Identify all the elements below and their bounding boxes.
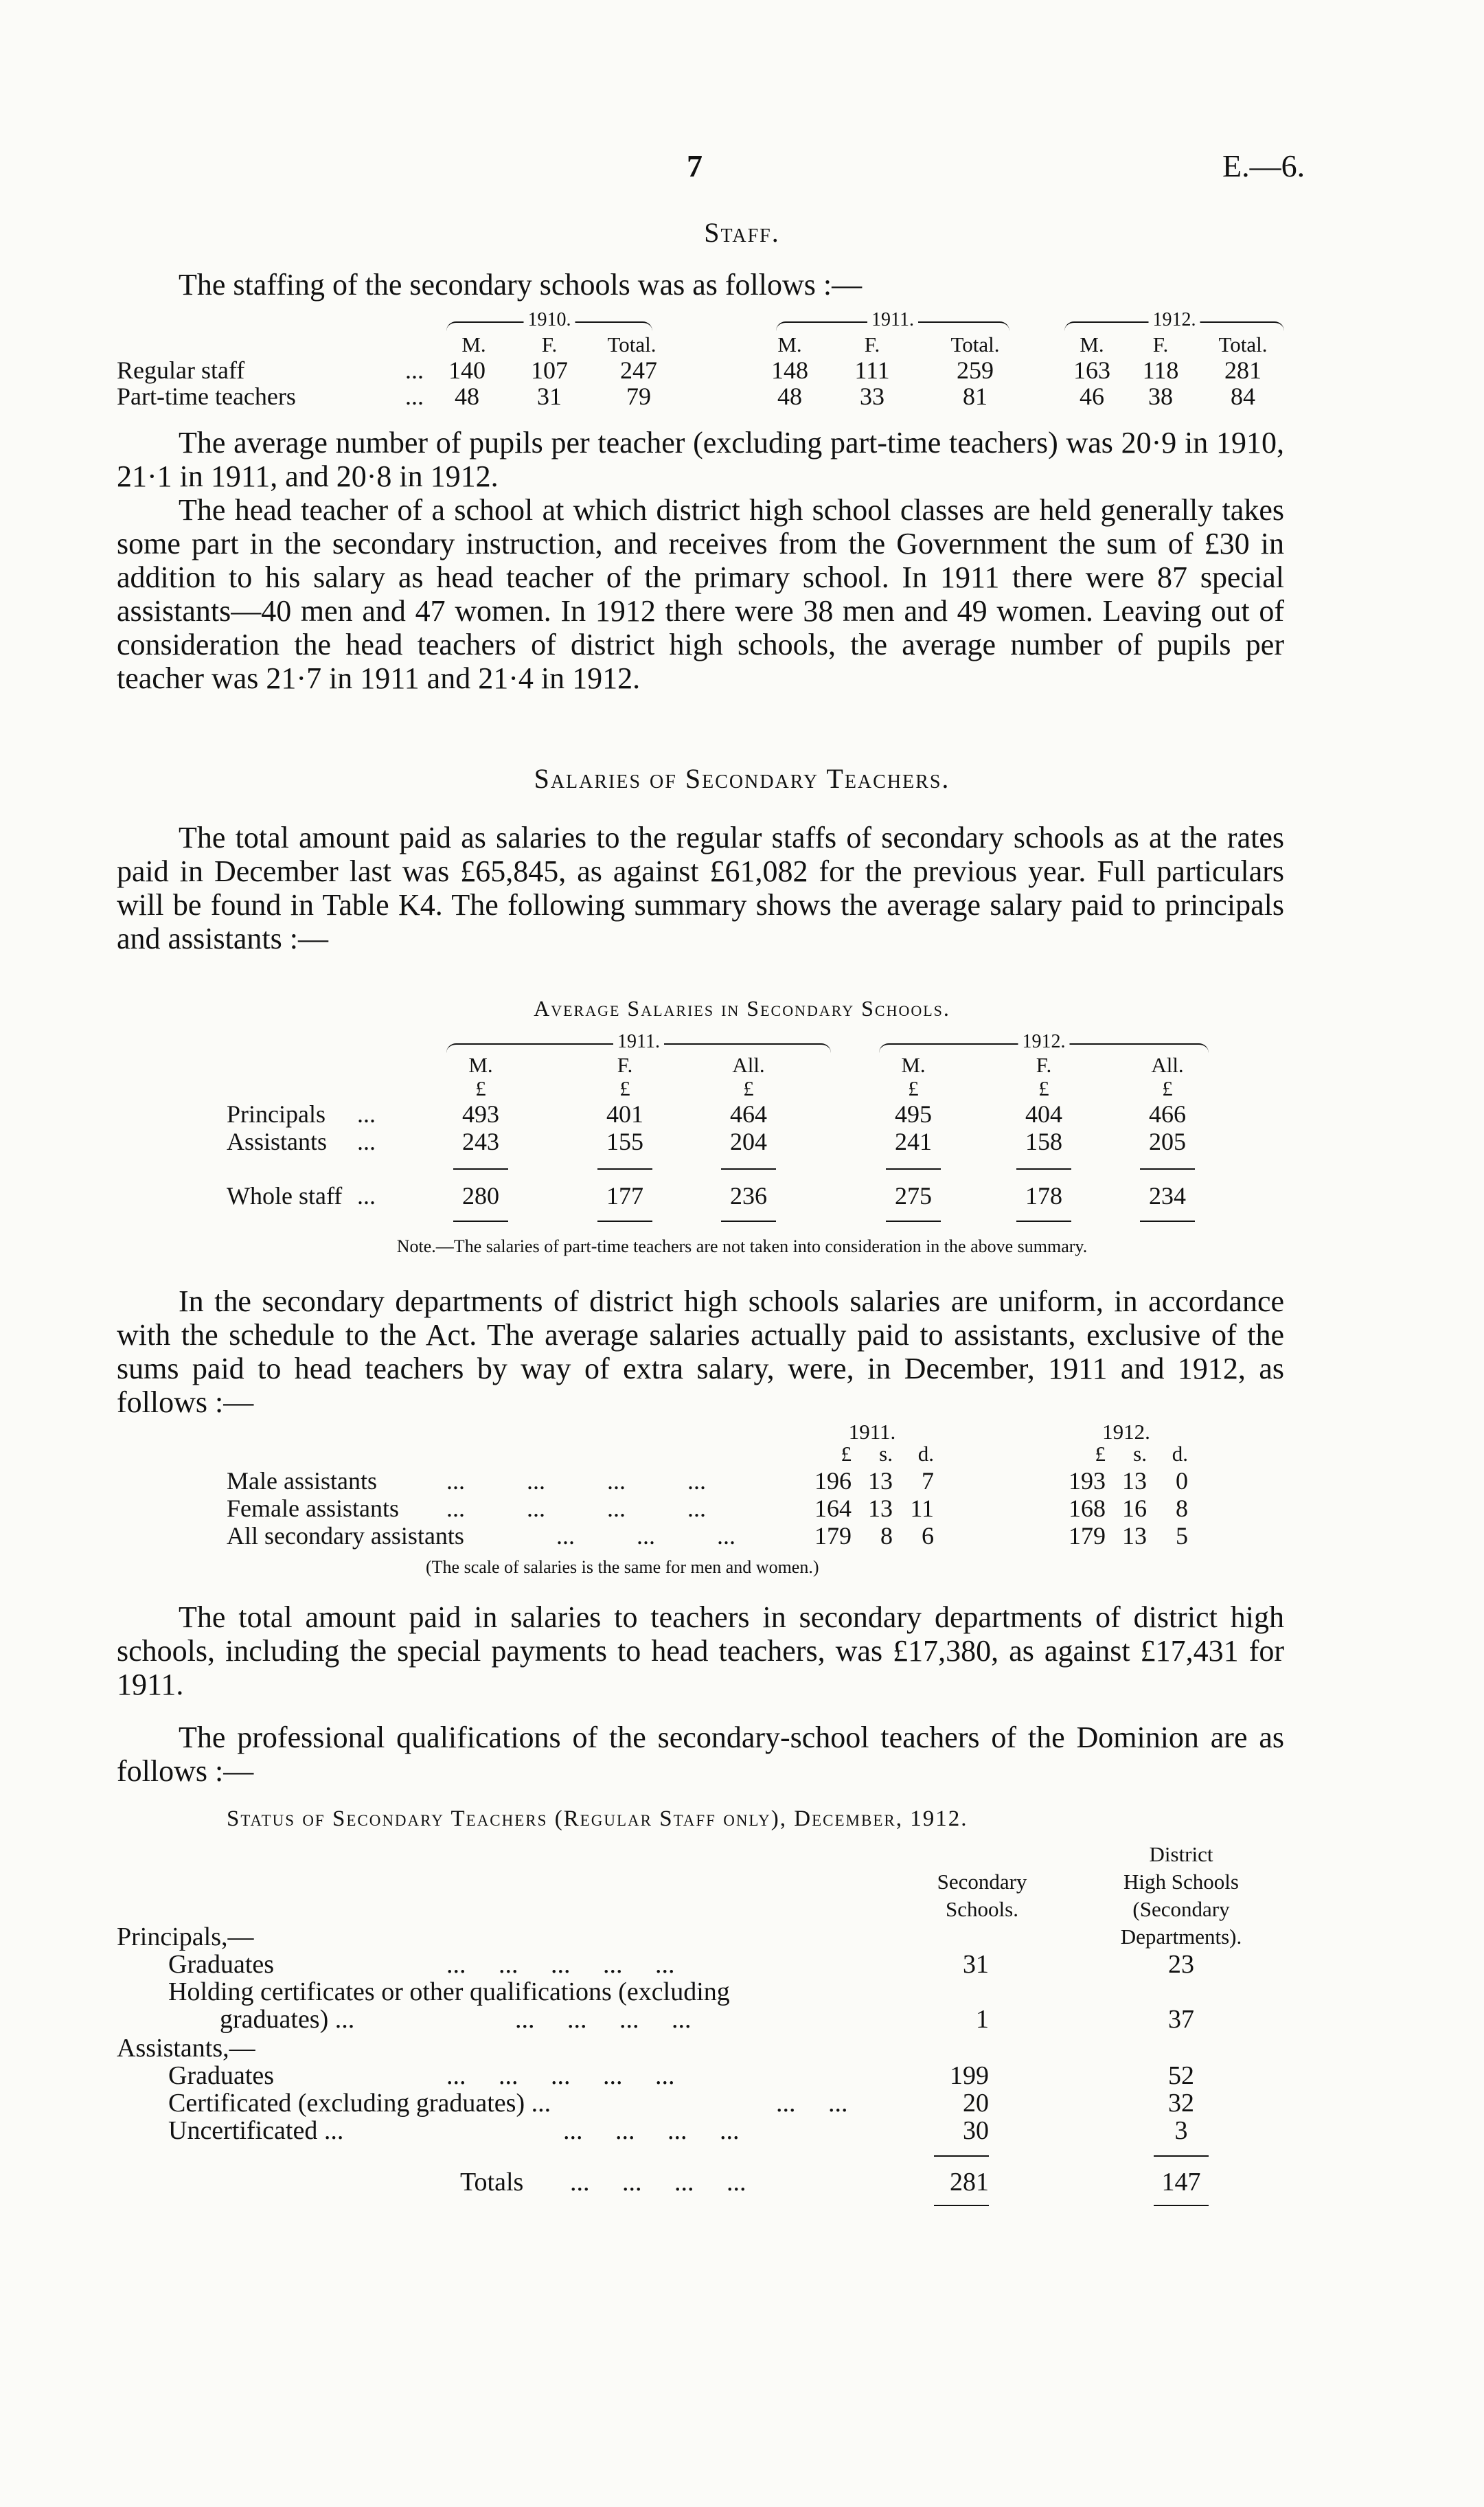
- unit-label: d.: [1172, 1442, 1188, 1466]
- cell: 236: [730, 1182, 767, 1210]
- sum-rule: [934, 2155, 989, 2157]
- col-head: All.: [1151, 1053, 1184, 1077]
- assistants-label: Assistants,—: [117, 2034, 255, 2063]
- unit-label: £: [1162, 1076, 1173, 1100]
- salaries-heading: Salaries of Secondary Teachers.: [534, 763, 950, 794]
- col-head-line: (Secondary: [1132, 1897, 1230, 1921]
- cell: 11: [910, 1495, 934, 1522]
- document-reference: E.—6.: [1222, 148, 1305, 183]
- cell: 155: [606, 1128, 643, 1155]
- cell: 148: [771, 356, 808, 384]
- cell: 111: [854, 356, 890, 384]
- leader: ... ... ... ...: [446, 1495, 706, 1522]
- paragraph-district-high-schools: In the secondary departments of district high schools salaries are uniform, in accordance with the schedule to the Act. The average salaries actually paid to assistants, exclusive of the sums paid to head teachers by way of extra salary, were, in December, 1911 and 1912, as follows :—: [117, 1284, 1284, 1419]
- col-head-line: Departments).: [1120, 1925, 1242, 1949]
- unit-label: £: [475, 1076, 486, 1100]
- staff-intro: The staffing of the secondary schools was as follows :—: [179, 268, 863, 302]
- cell: 48: [455, 383, 479, 410]
- cell: 205: [1149, 1128, 1186, 1155]
- sum-rule: [453, 1221, 508, 1222]
- leader: ... ... ... ...: [563, 2116, 740, 2145]
- col-head: M.: [777, 332, 802, 356]
- cell: 193: [1069, 1467, 1106, 1495]
- row-label: Part-time teachers: [117, 383, 296, 410]
- sum-rule: [597, 1168, 652, 1170]
- cell: 38: [1148, 383, 1173, 410]
- col-head: F.: [541, 332, 558, 356]
- cell: 118: [1142, 356, 1179, 384]
- unit-label: £: [908, 1076, 919, 1100]
- row-label: Female assistants: [227, 1495, 399, 1522]
- cell: 179: [814, 1522, 852, 1550]
- col-head-secondary: [893, 1868, 1071, 1923]
- col-head-line: Secondary: [937, 1870, 1027, 1894]
- year-label: 1911.: [848, 1420, 896, 1444]
- cell: 199: [950, 2061, 989, 2090]
- row-label-continued: graduates) ...: [220, 2005, 355, 2034]
- sum-rule: [1016, 1221, 1071, 1222]
- row-label: Certificated (excluding graduates) ...: [168, 2089, 551, 2118]
- col-head: F.: [617, 1053, 633, 1077]
- cell: 163: [1073, 356, 1110, 384]
- cell: 52: [1168, 2061, 1194, 2090]
- unit-label: £: [841, 1442, 852, 1466]
- paragraph-pupils-per-teacher: The average number of pupils per teacher (excluding part-time teachers) was 20·9 in 1910, 21·1 in 1911, and 20·8 in 1912.: [117, 426, 1284, 493]
- cell: 46: [1080, 383, 1104, 410]
- leader: ...: [405, 383, 424, 410]
- dhs-note: (The scale of salaries is the same for men and women.): [426, 1557, 819, 1577]
- cell: 7: [922, 1467, 934, 1495]
- cell: 179: [1069, 1522, 1106, 1550]
- unit-label: £: [1095, 1442, 1106, 1466]
- cell: 6: [922, 1522, 934, 1550]
- cell: 8: [880, 1522, 893, 1550]
- row-label: Graduates: [168, 1950, 275, 1979]
- col-head-line: Schools.: [946, 1897, 1018, 1921]
- col-head-line: District: [1149, 1842, 1213, 1866]
- leader: ...: [405, 356, 424, 384]
- cell: 20: [963, 2089, 989, 2118]
- sum-rule: [453, 1168, 508, 1170]
- leader: ... ...: [776, 2089, 848, 2118]
- col-head: Total.: [607, 332, 657, 356]
- cell: 81: [963, 383, 988, 410]
- cell: 196: [814, 1467, 852, 1495]
- col-head: F.: [1152, 332, 1169, 356]
- row-label: Principals: [227, 1100, 326, 1128]
- col-head: M.: [901, 1053, 926, 1077]
- cell: 234: [1149, 1182, 1186, 1210]
- sum-rule: [721, 1168, 776, 1170]
- paragraph-head-teacher: The head teacher of a school at which district high school classes are held generally takes some part in the secondary instruction, and receives from the Government the sum of £30 in addition to his salary as head teacher of the primary school. In 1911 there were 87 special assistants—40 men and 47 women. In 1912 there were 38 men and 49 women. Leaving out of consideration the head teachers of district high schools, the average number of pupils per teacher was 21·7 in 1911 and 21·4 in 1912.: [117, 493, 1284, 695]
- year-label: 1911.: [613, 1031, 664, 1053]
- cell: 495: [895, 1100, 932, 1128]
- cell: 1: [976, 2005, 989, 2034]
- row-label: Holding certificates or other qualifications (excluding: [168, 1977, 730, 2006]
- cell: 177: [606, 1182, 643, 1210]
- unit-label: s.: [1133, 1442, 1147, 1466]
- row-label: Graduates: [168, 2061, 275, 2090]
- total-cell: 281: [950, 2168, 989, 2197]
- cell: 13: [868, 1467, 893, 1495]
- year-label: 1912.: [1018, 1031, 1070, 1053]
- unit-label: £: [1038, 1076, 1049, 1100]
- leader: ... ... ... ...: [515, 2005, 692, 2034]
- year-label: 1912.: [1149, 309, 1200, 331]
- total-cell: 147: [1161, 2168, 1201, 2197]
- leader: ...: [357, 1182, 376, 1210]
- col-head: M.: [1080, 332, 1104, 356]
- cell: 13: [1122, 1522, 1147, 1550]
- cell: 84: [1231, 383, 1255, 410]
- leader: ... ... ...: [556, 1522, 735, 1550]
- sum-rule: [597, 1221, 652, 1222]
- row-label: All secondary assistants: [227, 1522, 464, 1550]
- dhs-salary-table: [227, 1418, 1222, 1576]
- cell: 168: [1069, 1495, 1106, 1522]
- cell: 259: [957, 356, 994, 384]
- sum-rule: [1154, 2155, 1209, 2157]
- sum-rule: [1016, 1168, 1071, 1170]
- cell: 13: [1122, 1467, 1147, 1495]
- avg-salaries-table: [227, 1031, 1222, 1247]
- year-label: 1912.: [1102, 1420, 1150, 1444]
- cell: 32: [1168, 2089, 1194, 2118]
- row-label: Male assistants: [227, 1467, 377, 1495]
- cell: 243: [462, 1128, 499, 1155]
- sum-rule: [886, 1221, 941, 1222]
- sum-rule: [886, 1168, 941, 1170]
- cell: 493: [462, 1100, 499, 1128]
- sum-rule: [721, 1221, 776, 1222]
- cell: 33: [860, 383, 884, 410]
- cell: 31: [537, 383, 562, 410]
- cell: 204: [730, 1128, 767, 1155]
- cell: 247: [620, 356, 657, 384]
- cell: 466: [1149, 1100, 1186, 1128]
- col-head: F.: [1036, 1053, 1052, 1077]
- sum-rule: [934, 2205, 989, 2206]
- col-head: M.: [468, 1053, 493, 1077]
- unit-label: s.: [879, 1442, 893, 1466]
- cell: 23: [1168, 1950, 1194, 1979]
- avg-salaries-note: Note.—The salaries of part-time teachers are not taken into consideration in the above summary.: [396, 1236, 1088, 1256]
- cell: 280: [462, 1182, 499, 1210]
- status-table: [117, 1841, 1298, 2404]
- row-label: Whole staff: [227, 1182, 343, 1210]
- unit-label: £: [743, 1076, 754, 1100]
- sum-rule: [1140, 1221, 1195, 1222]
- paragraph-salaries: The total amount paid as salaries to the regular staffs of secondary schools as at the rates paid in December last was £65,845, as against £61,082 for the previous year. Full particulars will be found in Table K4. The following summary shows the average salary paid to principals and assistants :—: [117, 821, 1284, 955]
- cell: 275: [895, 1182, 932, 1210]
- col-head-line: High Schools: [1123, 1870, 1239, 1894]
- col-head: Total.: [1218, 332, 1268, 356]
- col-head: All.: [732, 1053, 765, 1077]
- paragraph-qualifications: The professional qualifications of the secondary-school teachers of the Dominion are as follows :—: [117, 1721, 1284, 1788]
- col-head: M.: [461, 332, 486, 356]
- row-label: Assistants: [227, 1128, 328, 1155]
- leader: ... ... ... ...: [446, 1467, 706, 1495]
- unit-label: d.: [917, 1442, 934, 1466]
- col-head: Total.: [950, 332, 1000, 356]
- cell: 464: [730, 1100, 767, 1128]
- leader: ...: [357, 1100, 376, 1128]
- cell: 158: [1025, 1128, 1062, 1155]
- cell: 37: [1168, 2005, 1194, 2034]
- cell: 241: [895, 1128, 932, 1155]
- cell: 401: [606, 1100, 643, 1128]
- leader: ...: [357, 1128, 376, 1155]
- staff-table: [117, 309, 1298, 409]
- cell: 164: [814, 1495, 852, 1522]
- col-head-district: [1078, 1841, 1284, 1951]
- row-label: Regular staff: [117, 356, 245, 384]
- leader: ... ... ... ...: [570, 2168, 746, 2197]
- col-head: F.: [864, 332, 880, 356]
- leader: ... ... ... ... ...: [446, 2061, 675, 2090]
- cell: 31: [963, 1950, 989, 1979]
- row-label: Uncertificated ...: [168, 2116, 344, 2145]
- cell: 3: [1174, 2116, 1188, 2145]
- cell: 178: [1025, 1182, 1062, 1210]
- paragraph-total-dhs: The total amount paid in salaries to teachers in secondary departments of district high schools, including the special payments to head teachers, was £17,380, as against £17,431 for 1911.: [117, 1600, 1284, 1701]
- cell: 8: [1176, 1495, 1188, 1522]
- principals-label: Principals,—: [117, 1922, 254, 1951]
- cell: 79: [626, 383, 651, 410]
- year-label: 1910.: [524, 309, 575, 331]
- sum-rule: [1154, 2205, 1209, 2206]
- staff-heading: Staff.: [704, 217, 780, 248]
- sum-rule: [1140, 1168, 1195, 1170]
- cell: 5: [1176, 1522, 1188, 1550]
- leader: ... ... ... ... ...: [446, 1950, 675, 1979]
- status-table-title: Status of Secondary Teachers (Regular Staff only), December, 1912.: [227, 1806, 968, 1831]
- page-number: 7: [687, 148, 703, 183]
- totals-label: Totals: [460, 2168, 524, 2197]
- cell: 404: [1025, 1100, 1062, 1128]
- cell: 0: [1176, 1467, 1188, 1495]
- cell: 13: [868, 1495, 893, 1522]
- unit-label: £: [619, 1076, 630, 1100]
- avg-salaries-title: Average Salaries in Secondary Schools.: [534, 996, 950, 1021]
- cell: 107: [531, 356, 568, 384]
- cell: 48: [777, 383, 802, 410]
- year-label: 1911.: [867, 309, 918, 331]
- cell: 140: [448, 356, 486, 384]
- cell: 281: [1224, 356, 1262, 384]
- cell: 16: [1122, 1495, 1147, 1522]
- cell: 30: [963, 2116, 989, 2145]
